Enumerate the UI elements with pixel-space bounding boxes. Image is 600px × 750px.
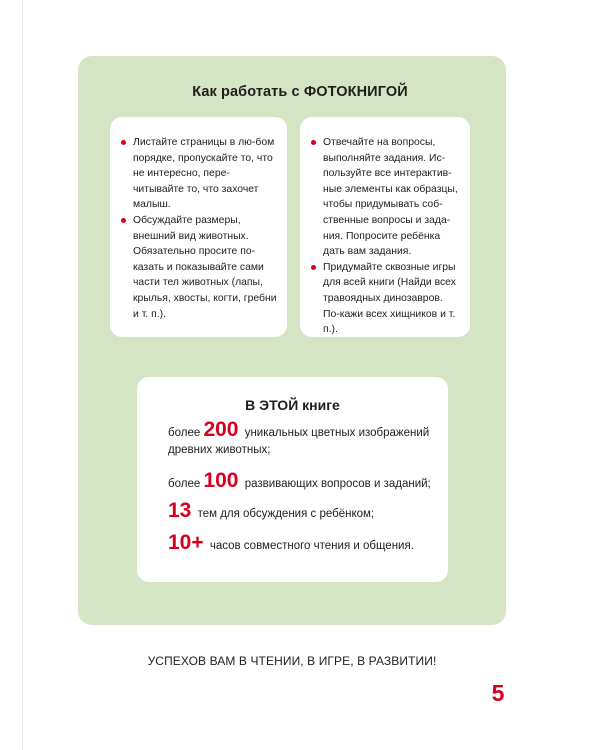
stats-title: В ЭТОЙ книге <box>245 397 340 413</box>
stat-number: 100 <box>203 469 239 492</box>
tip-text: Листайте страницы в лю-бом порядке, пропускайте то, что не интересно, пере-читывайте то, что захочет малыш. <box>133 137 275 211</box>
stat-item <box>168 531 414 555</box>
stat-prefix: более <box>168 427 201 439</box>
stat-text: часов совместного чтения и общения. <box>209 540 414 552</box>
stat-item <box>168 469 431 493</box>
page-edge-line <box>22 0 23 750</box>
stat-item <box>168 499 375 523</box>
tips-list-right <box>300 117 470 338</box>
tip-text: Обсуждайте размеры, внешний вид животных. Обязательно просите по-казать и показывайте сами части тел животных (лапы, крылья, хвосты, когти, гребни и т. п.). <box>133 214 277 320</box>
panel-title: Как работать с ФОТОКНИГОЙ <box>192 84 408 100</box>
bullet-icon <box>311 140 316 145</box>
tip-item <box>126 135 279 213</box>
bullet-icon <box>121 140 126 145</box>
stat-text: развивающих вопросов и заданий; <box>244 478 431 490</box>
stat-prefix: более <box>168 478 201 490</box>
stat-text: тем для обсуждения с ребёнком; <box>197 508 375 520</box>
page-number: 5 <box>491 680 505 706</box>
bullet-icon <box>121 218 126 223</box>
stat-number: 200 <box>203 418 239 441</box>
footer-motto: УСПЕХОВ ВАМ В ЧТЕНИИ, В ИГРЕ, В РАЗВИТИИ! <box>147 654 437 668</box>
tips-card-left <box>110 117 287 337</box>
bullet-icon <box>311 265 316 270</box>
tip-item <box>316 135 462 260</box>
tips-card-right <box>300 117 470 337</box>
tip-item <box>126 213 279 322</box>
tip-item <box>316 260 462 338</box>
stat-number: 10+ <box>168 531 204 554</box>
stat-item <box>168 418 448 459</box>
stat-number: 13 <box>168 499 192 522</box>
tip-text: Отвечайте на вопросы, выполняйте задания. Ис-пользуйте все интерактив-ные элементы как образцы, чтобы придумывать соб-ственные вопросы и зада-ния. Попросите ребёнка дать вам задания. <box>323 137 458 258</box>
book-stats-card <box>137 377 448 582</box>
tips-list-left <box>110 117 287 322</box>
tip-text: Придумайте сквозные игры для всей книги (Найди всех травоядных динозавров. По-кажи всех хищников и т. п.). <box>323 261 456 336</box>
stat-text: уникальных цветных изображений древних животных; <box>168 427 430 456</box>
